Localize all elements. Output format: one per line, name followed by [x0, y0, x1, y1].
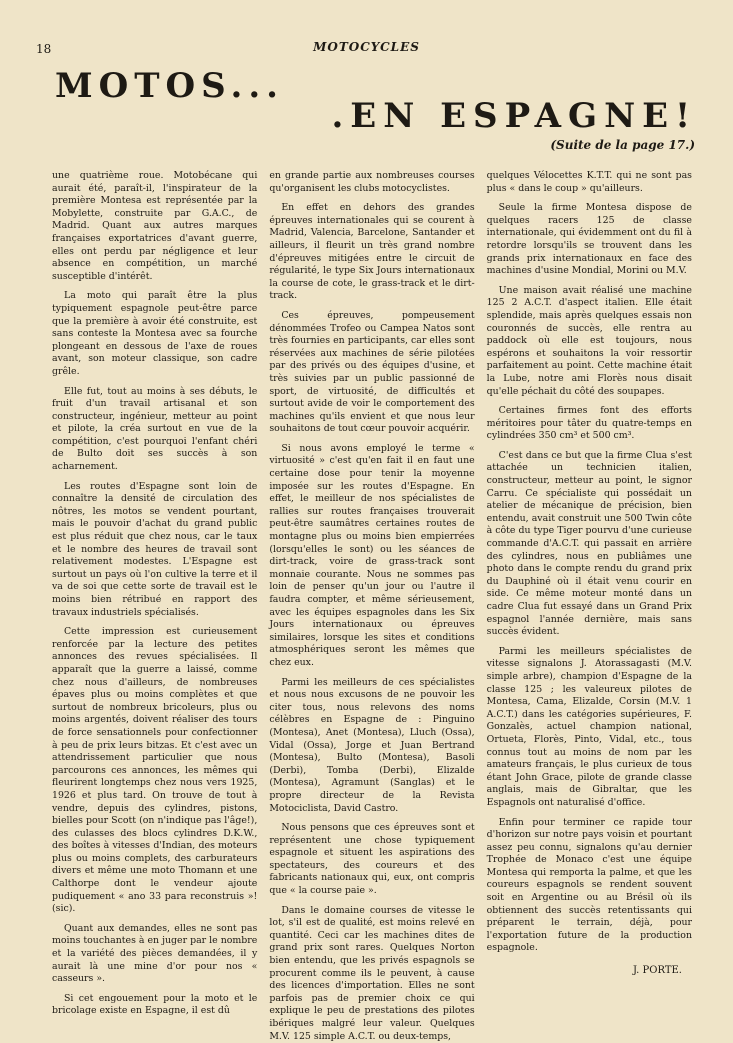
headline-part-2: .EN ESPAGNE!: [331, 96, 697, 136]
paragraph: En effet en dehors des grandes épreuves internationales qui se courent à Madrid, Valencia, Barcelone, Santander et ailleurs, il fleurit un très grand nombre d'épreuves mitigées entre le circuit de régularité, le type Six Jours internationaux la course de cote, le grass-track et le dirt-track.: [269, 202, 475, 302]
paragraph: Elle fut, tout au moins à ses débuts, le fruit d'un travail artisanal et son constructeur, ingénieur, metteur au point et pilote, la créa surtout en vue de la compétition, c'est pourquoi l'enfant chéri de Bulto doit ses succès à son acharnement.: [52, 385, 258, 473]
paragraph: Les routes d'Espagne sont loin de connaître la densité de circulation des nôtres, les motos se vendent pourtant, mais le pouvoir d'achat du grand public est plus réduit que chez nous, car le taux et le nombre des heures de travail sont relativement modestes. L'Espagne est surtout un pays où l'on cultive la terre et il va de soi que cette sorte de travail est le moins bien rétribué en rapport des travaux industriels spécialisés.: [52, 480, 258, 618]
paragraph: Cette impression est curieusement renforcée par la lecture des petites annonces des revues spécialisées. Il apparaît que la guerre a laissé, comme chez nous d'ailleurs, de nombreuses épaves plus ou moins complètes et que surtout de nombreux bricoleurs, plus ou moins argentés, doivent réaliser des tours de force sensationnels pour confectionner à peu de prix leurs bitzas. Et c'est avec un attendrissement particulier que nous parcourons ces annonces, les mêmes qui fleurirent longtemps chez nous vers 1925, 1926 et plus tard. On trouve de tout à vendre, depuis des cylindres, pistons, bielles pour Scott (on n'indique pas l'âge!), des culasses des blocs cylindres D.K.W., des boîtes à vitesses d'Indian, des moteurs plus ou moins complets, des carburateurs divers et même une moto Thomann et une Calthorpe dont le vendeur ajoute pudiquement « ano 33 para reconstruis »! (sic).: [52, 626, 258, 915]
continued-note: (Suite de la page 17.): [550, 138, 695, 152]
paragraph: Certaines firmes font des efforts méritoires pour tâter du quatre-temps en cylindrées 350 cm³ et 500 cm³.: [486, 405, 692, 442]
paragraph: Enfin pour terminer ce rapide tour d'horizon sur notre pays voisin et pourtant assez peu connu, signalons qu'au dernier Trophée de Monaco c'est une équipe Montesa qui remporta la palme, et que les coureurs espagnols se rendent souvent soit en Argentine ou au Brésil où ils obtiennent des succès retentissants qui préparent le terrain, déjà, pour l'exportation future de la production espagnole.: [486, 816, 692, 954]
paragraph: Si nous avons employé le terme « virtuosité » c'est qu'en fait il en faut une certaine dose pour tenir la moyenne imposée sur les routes d'Espagne. En effet, le meilleur de nos spécialistes de rallies sur routes françaises trouverait peut-être saumâtres certaines routes de montagne plus ou moins bien empierrées (lorsqu'elles le sont) ou les séances de dirt-track, voire de grass-track sont monnaie courante. Nous ne sommes pas loin de penser qu'un jour ou l'autre il faudra compter, et même sérieusement, avec les équipes espagnoles dans les Six Jours internationaux ou épreuves similaires, lorsque les sites et conditions atmosphériques seront les mêmes que chez eux.: [269, 442, 475, 668]
paragraph: Ces épreuves, pompeusement dénommées Trofeo ou Campea Natos sont très fournies en participants, car elles sont réservées aux machines de série pilotées par des privés ou des équipes d'usine, et très suivies par un public passionné de sport, de virtuosité, de difficultés et surtout avide de voir le comportement des machines qu'ils envient et que nous leur souhaitons de tout cœur pouvoir acquérir.: [269, 309, 475, 435]
paragraph: Quant aux demandes, elles ne sont pas moins touchantes à en juger par le nombre et la variété des pièces demandées, il y aurait là une mine d'or pour nos « casseurs ».: [52, 922, 258, 985]
column-2: [269, 170, 475, 1042]
paragraph: C'est dans ce but que la firme Clua s'est attachée un technicien italien, constructeur, metteur au point, le signor Carru. Ce spécialiste qui possédait un atelier de mécanique de précision, bien entendu, avait construit une 500 Twin côte à côte du type Tiger pourvu d'une curieuse commande d'A.C.T. qui passait en arrière des cylindres, nous en publiâmes une photo dans le compte rendu du grand prix du Dauphiné où il était venu courir en side. Ce même moteur monté dans un cadre Clua fut essayé dans un Grand Prix espagnol l'année dernière, mais sans succès évident.: [486, 449, 692, 638]
paragraph: Parmi les meilleurs de ces spécialistes et nous nous excusons de ne pouvoir les citer tous, nous relevons des noms célèbres en Espagne de : Pinguino (Montesa), Anet (Montesa), Lluch (Ossa), Vidal (Ossa), Jorge et Juan Bertrand (Montesa), Bulto (Montesa), Basoli (Derbi), Tomba (Derbi), Elizalde (Montesa), Agramunt (Sanglas) et le propre directeur de la Revista Motociclista, David Castro.: [269, 676, 475, 814]
column-1: [52, 170, 258, 1017]
paragraph: Dans le domaine courses de vitesse le lot, s'il est de qualité, est moins relevé en quantité. Ceci car les machines dites de grand prix sont rares. Quelques Norton bien entendu, que les privés espagnols se procurent comme ils le peuvent, à cause des licences d'importation. Elles ne sont parfois pas de premier choix ce qui explique le peu de prestations des pilotes ibériques malgré leur valeur. Quelques M.V. 125 simple A.C.T. ou deux-temps,: [269, 904, 475, 1042]
article-body: [52, 170, 692, 1042]
paragraph: Seule la firme Montesa dispose de quelques racers 125 de classe internationale, qui évidemment ont du fil à retordre lorsqu'ils se trouvent dans les grands prix internationaux en face des machines d'usine Mondial, Morini ou M.V.: [486, 202, 692, 277]
paragraph: La moto qui paraît être la plus typiquement espagnole peut-être parce que la première à avoir été construite, est sans conteste la Montesa avec sa fourche plongeant en dessous de l'axe de roues avant, son moteur classique, son cadre grêle.: [52, 290, 258, 377]
column-3: [486, 170, 692, 977]
author-signature: J. PORTE.: [632, 965, 682, 977]
paragraph: quelques Vélocettes K.T.T. qui ne sont pas plus « dans le coup » qu'ailleurs.: [486, 170, 692, 194]
paragraph: en grande partie aux nombreuses courses qu'organisent les clubs motocyclistes.: [269, 170, 475, 194]
paragraph: Si cet engouement pour la moto et le bricolage existe en Espagne, il est dû: [52, 992, 258, 1017]
magazine-title: MOTOCYCLES: [313, 40, 420, 54]
paragraph: Une maison avait réalisé une machine 125 2 A.C.T. d'aspect italien. Elle était splendide, mais après quelques essais non couronnés de succès, elle rentra au paddock où elle est toujours, nous espérons et souhaitons la voir ressortir parfaitement au point. Cette machine était la Lube, notre ami Florès nous disait qu'elle péchait du côté des soupapes.: [486, 284, 692, 397]
paragraph: Parmi les meilleurs spécialistes de vitesse signalons J. Atorassagasti (M.V. simple arbre), champion d'Espagne de la classe 125 ; les valeureux pilotes de Montesa, Cama, Elizalde, Corsin (M.V. 1 A.C.T.) dans les catégories supérieures, F. Gonzalès, actuel champion national, Ortueta, Florès, Pinto, Vidal, etc., tous connus tout au moins de nom par les amateurs français, le plus curieux de tous étant John Grace, pilote de grande classe anglais, mais de Gibraltar, que les Espagnols ont naturalisé d'office.: [486, 645, 692, 808]
paragraph: Nous pensons que ces épreuves sont et représentent une chose typiquement espagnole et situent les aspirations des spectateurs, des coureurs et des fabricants nationaux qui, eux, ont compris que « la course paie ».: [269, 822, 475, 897]
paragraph: une quatrième roue. Motobécane qui aurait été, paraît-il, l'inspirateur de la première Montesa est représentée par la Mobylette, construite par G.A.C., de Madrid. Quant aux autres marques françaises exportatrices d'avant guerre, elles ont perdu par négligence et leur absence en compétition, un marché susceptible d'intérêt.: [52, 170, 258, 282]
page-number: 18: [36, 42, 52, 56]
headline-part-1: MOTOS...: [55, 66, 285, 106]
